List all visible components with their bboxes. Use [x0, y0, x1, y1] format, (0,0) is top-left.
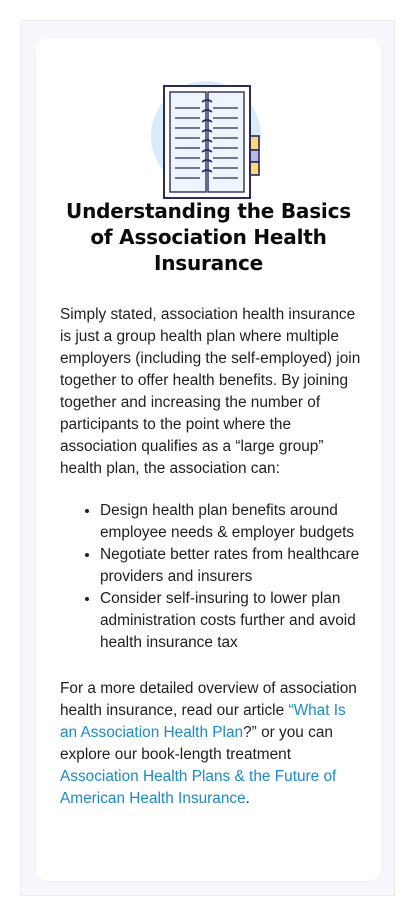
planner-book-icon [150, 78, 272, 208]
benefits-list [60, 500, 362, 654]
list-item: • Negotiate better rates from healthcare providers and insurers [100, 544, 362, 588]
intro-paragraph: Simply stated, association health insurance is just a group health plan where multiple employers (including the self-employed) join together to offer health benefits. By joining together and increasing the number of participants to the point where the association qualifies as a “large group” health plan, the association can: [60, 306, 361, 477]
association-health-plan-article-link[interactable]: “What Is an Association Health Plan [60, 702, 346, 741]
book-link[interactable]: Association Health Plans & the Future of American Health Insurance [60, 768, 337, 807]
article-title: Understanding the Basics of Association Health Insurance [66, 199, 351, 275]
closing-text: . [245, 790, 250, 807]
closing-text: For a more detailed overview of association health insurance, read our article [60, 680, 357, 719]
list-item: • Design health plan benefits around employee needs & employer budgets [100, 500, 362, 544]
article-body [60, 304, 362, 810]
article-card [36, 38, 381, 881]
closing-paragraph [60, 678, 362, 810]
list-item: • Consider self-insuring to lower plan administration costs further and avoid health insurance tax [100, 588, 362, 654]
closing-text: ?” or you can explore our book-length treatment [60, 724, 333, 763]
